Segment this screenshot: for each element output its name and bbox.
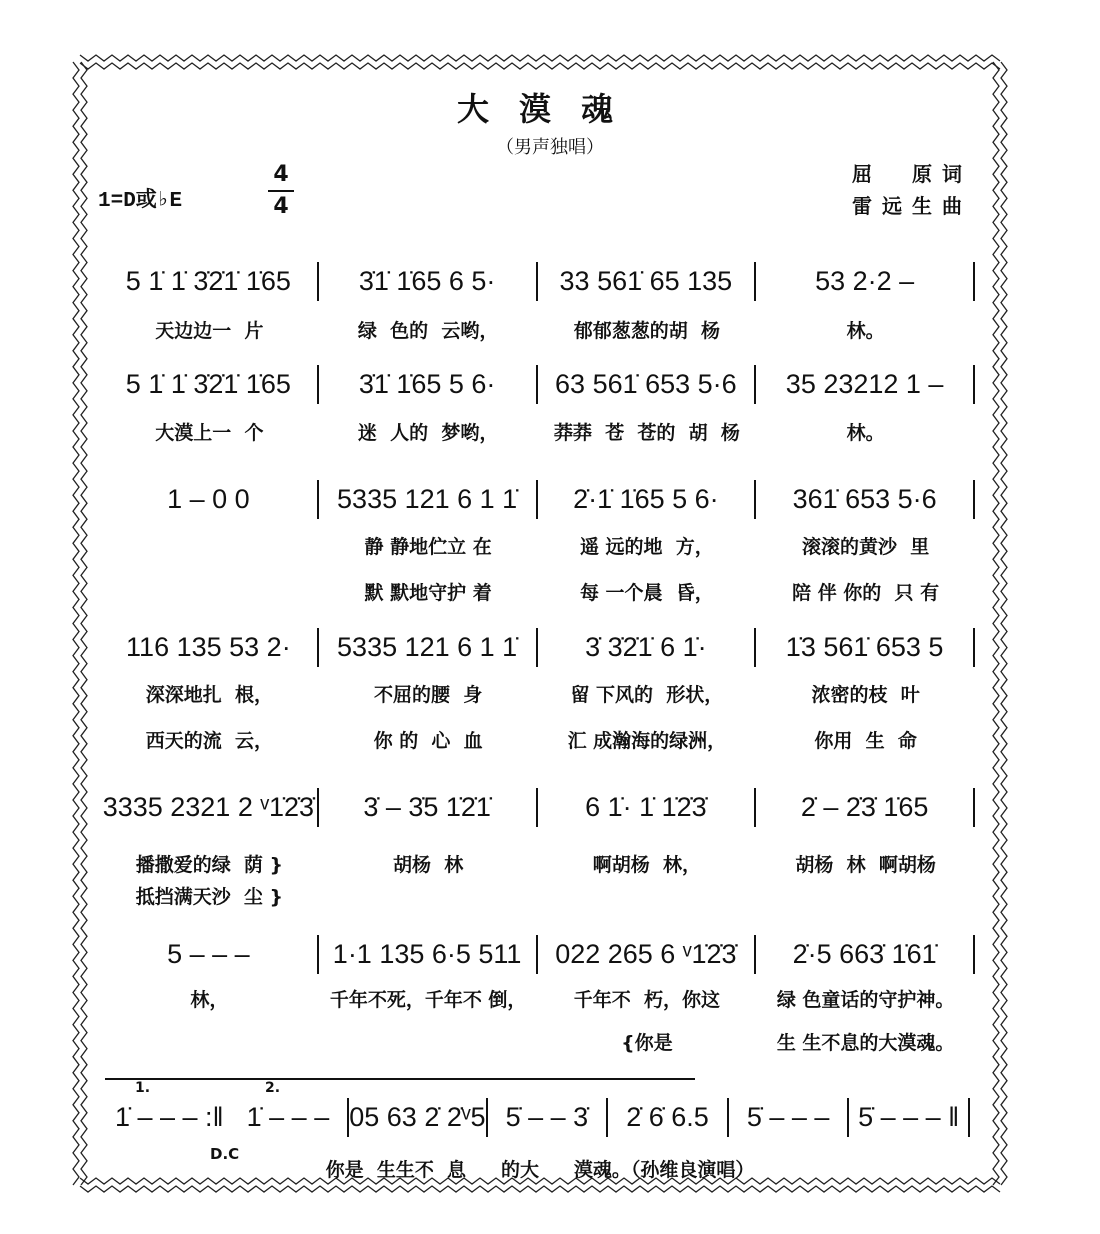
measure: 3̇ 3̇2̇1̇ 6 1̇· [538,628,757,667]
lyric-text: 遥 远的地 方， [579,536,714,558]
measure: 1̇ – – – [229,1098,350,1137]
lyric-text [756,882,975,909]
measure: 1̇ – – – :‖ [114,1102,224,1132]
measure: 63 561̇ 653 5·6 [538,365,757,404]
lyric-text: 千年不 朽，你这 [573,989,720,1011]
measure: 53 2·2 – [756,262,975,301]
lyric-text [319,882,538,909]
time-bottom: 4 [268,190,294,222]
lyricist-credit: 屈 原词 [852,162,972,186]
volta-1: 1. [105,1078,245,1096]
lyric-text [100,1028,319,1055]
song-title: 大漠魂 [456,90,643,128]
lyric-text: 滚滚的黄沙 里 [802,536,930,558]
lyric-text [100,532,319,559]
measure: 2̇·1̇ 1̇65 5 6· [538,480,757,519]
da-capo-mark: D.C [210,1145,240,1163]
lyric-text: 迷 人的 梦哟， [357,422,499,444]
lyric-text: 抵挡满天沙 尘 } [135,886,284,908]
lyric-text: 莽莽 苍 苍的 胡 杨 [553,422,740,444]
measure: 1 – 0 0 [100,480,319,519]
measure: 2̇ 6̇ 6.5 [608,1098,729,1137]
lyric-text: 你 的 心 血 [373,730,483,752]
lyric-text: 留 下风的 形状， [570,684,724,706]
measure: 1·1 135 6·5 511 [319,935,538,974]
measure: 5 1̇ 1̇ 3̇2̇1̇ 1̇65 [100,262,319,301]
lyric-text: 每 一个晨 昏， [579,582,714,604]
measure: 1̇3 561̇ 653 5 [756,628,975,667]
lyric-text: 静 静地伫立 在 [364,536,492,558]
lyrics-line [100,532,975,559]
lyrics-line [100,850,975,877]
measure: 5 1̇ 1̇ 3̇2̇1̇ 1̇65 [100,365,319,404]
lyric-text: 生 生不息的大漠魂。 [776,1032,955,1054]
lyrics-line [100,882,975,909]
staff-system [100,788,975,827]
lyric-text: 千年不死，千年不 倒， [329,989,527,1011]
lyrics-line [100,985,975,1012]
lyric-text: 深深地扎 根， [145,684,273,706]
song-subtitle: （男声独唱） [496,137,604,158]
measure: 116 135 53 2· [100,628,319,667]
lyric-text: 胡杨 林 [393,854,464,876]
staff-system [100,628,975,667]
lyric-text [538,882,757,909]
measure: 3̇1̇ 1̇65 6 5· [319,262,538,301]
time-top: 4 [273,162,289,187]
staff-system [100,480,975,519]
lyric-text [754,1155,862,1182]
lyric-text: 汇 成瀚海的绿洲， [567,730,727,752]
staff-system [110,1098,970,1137]
lyrics-line [100,680,975,707]
lyrics-line [100,726,975,753]
lyrics-line [100,418,975,445]
lyric-text: 浓密的枝 叶 [811,684,920,706]
lyric-text: 默 默地守护 着 [364,582,492,604]
staff-system [100,365,975,404]
key-signature: 1=D或♭E [98,190,183,213]
measure: 5̇ – – 3̇ [488,1098,609,1137]
lyric-text: 你是 生生不 息 [325,1159,467,1181]
measure: 6 1̇· 1̇ 1̇2̇3̇ [538,788,757,827]
measure: 05 63 2̇ 2̇ᵛ5 [349,1098,487,1137]
lyric-text: 林。 [846,320,885,342]
staff-system [100,935,975,974]
lyric-text: 林， [190,989,229,1011]
measure: 5335 121 6 1 1̇ [319,480,538,519]
measure: 5 – – – [100,935,319,974]
measure: 2̇·5 663̇ 1̇61̇ [756,935,975,974]
measure: 33 561̇ 65 135 [538,262,757,301]
staff-system [100,262,975,301]
lyric-text: 绿 色的 云哟， [357,320,499,342]
measure: 5335 121 6 1 1̇ [319,628,538,667]
measure: 361̇ 653 5·6 [756,480,975,519]
time-signature [268,160,294,222]
lyric-text: 啊胡杨 林， [592,854,701,876]
lyrics-line [100,316,975,343]
lyric-text: 不屈的腰 身 [374,684,483,706]
lyric-text [100,578,319,605]
measure: 5̇ – – – ‖ [849,1098,970,1137]
lyric-text: 天边边一 片 [155,320,264,342]
measure: 5̇ – – – [729,1098,850,1137]
lyric-text [110,1155,218,1182]
composer-credit: 雷远生曲 [852,194,972,218]
lyric-text: 林。 [846,422,885,444]
measure: 3̇ – 3̇5 1̇2̇1̇ [319,788,538,827]
volta-2: 2. [235,1078,695,1096]
measure: 3335 2321 2 ᵛ1̇2̇3̇ [100,788,319,827]
lyric-text: 大漠上一 个 [155,422,264,444]
lyric-text: 西天的流 云， [145,730,273,752]
measure: 3̇1̇ 1̇65 5 6· [319,365,538,404]
lyric-text: 郁郁葱葱的胡 杨 [573,320,720,342]
measure: 022 265 6 ᵛ1̇2̇3̇ [538,935,757,974]
measure: 2̇ – 2̇3̇ 1̇65 [756,788,975,827]
lyrics-line [100,1028,975,1055]
lyric-text [862,1155,970,1182]
lyric-text: 陪 伴 你的 只 有 [792,582,940,604]
lyric-text: 漠魂。（孙维良演唱） [573,1159,755,1181]
lyric-text: 你用 生 命 [814,730,917,752]
lyric-text: 绿 色童话的守护神。 [776,989,955,1011]
lyrics-line [100,578,975,605]
lyric-text: 胡杨 林 啊胡杨 [795,854,936,876]
lyric-text [319,1028,538,1055]
lyric-text: {你是 [621,1032,673,1054]
lyric-text: 播撒爱的绿 荫 } [135,854,284,876]
lyric-text: 的大 [500,1159,539,1181]
measure: 35 23212 1 – [756,365,975,404]
